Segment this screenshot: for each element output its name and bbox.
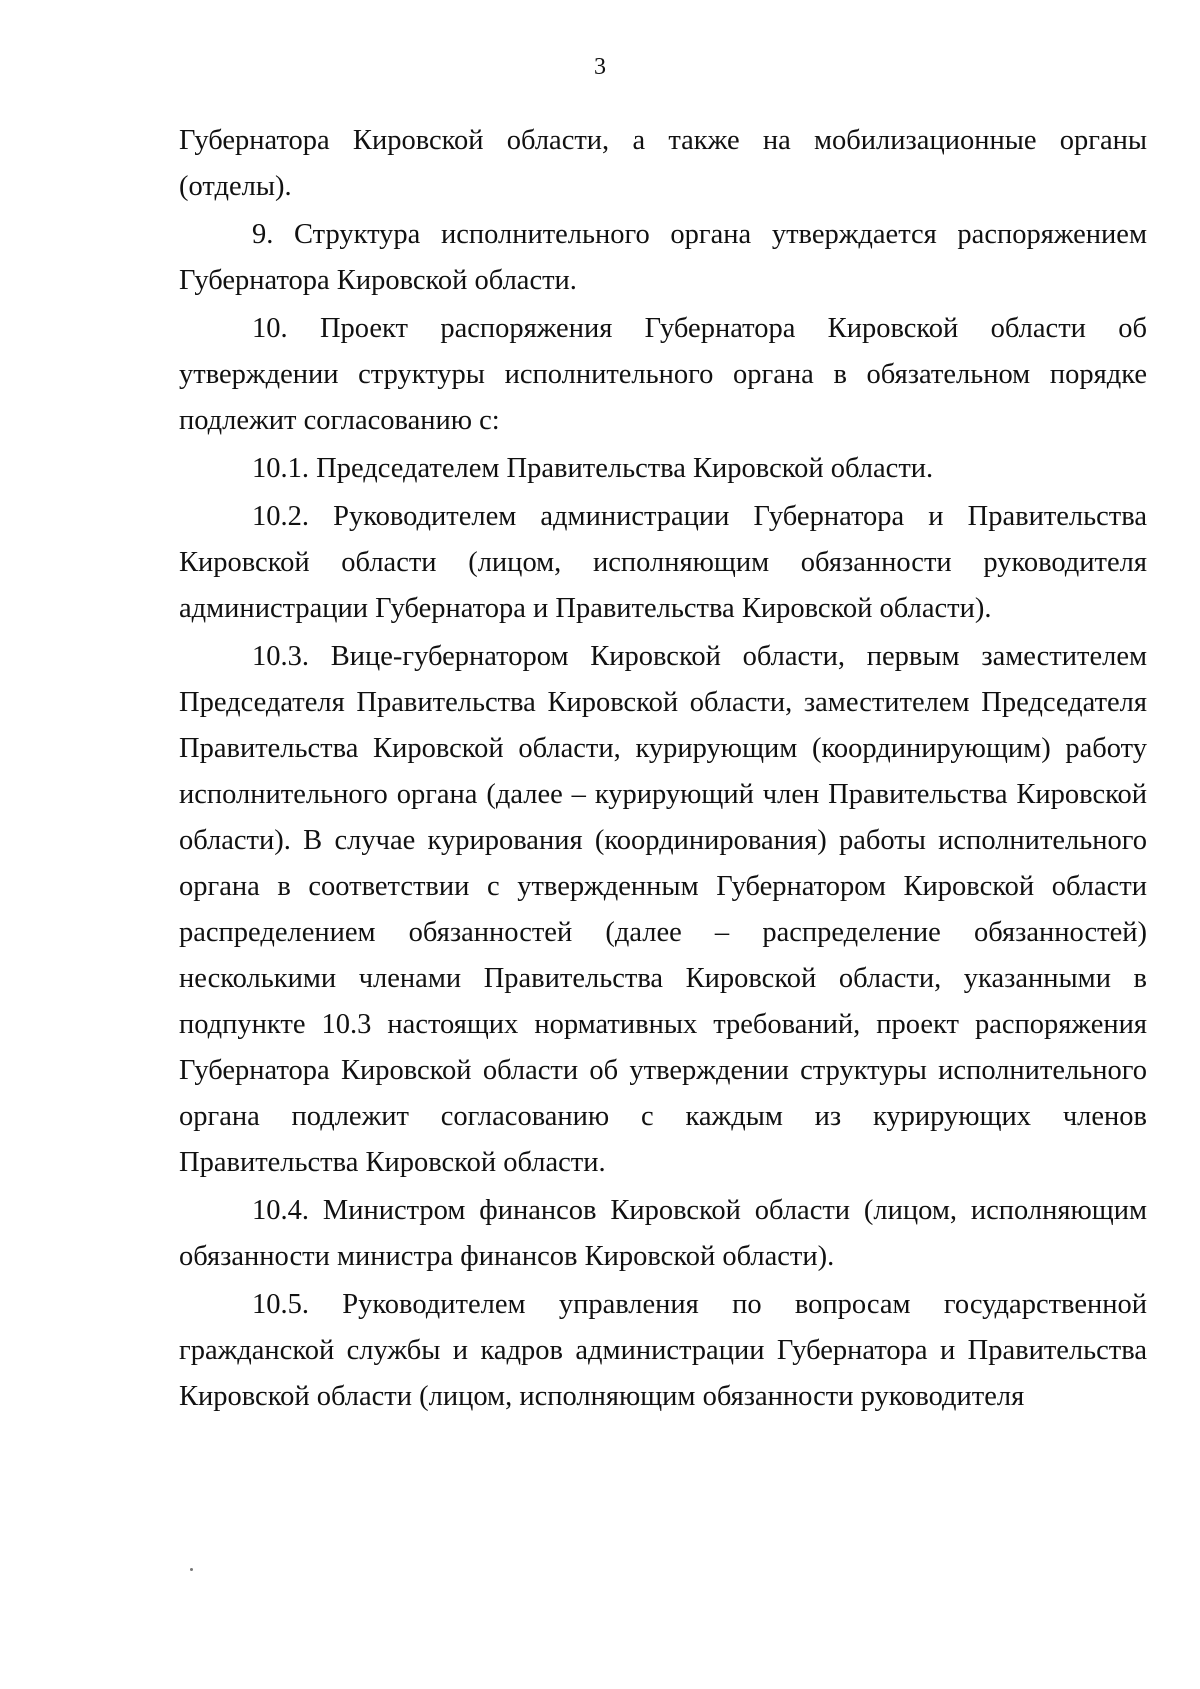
paragraph-item-9: 9. Структура исполнительного органа утверждается распоряжением Губернатора Кировской области. (179, 219, 1147, 296)
page-number: 3 (594, 54, 606, 80)
paragraph-item-10-5: 10.5. Руководителем управления по вопросам государственной гражданской службы и кадров администрации Губернатора и Правительства Кировской области (лицом, исполняющим обязанности руководителя (179, 1289, 1147, 1412)
scan-speck (190, 1568, 193, 1571)
paragraph-item-10-4: 10.4. Министром финансов Кировской области (лицом, исполняющим обязанности министра финансов Кировской области). (179, 1195, 1147, 1272)
paragraph-item-10-2: 10.2. Руководителем администрации Губернатора и Правительства Кировской области (лицом, исполняющим обязанности руководителя администрации Губернатора и Правительства Кировской области). (179, 501, 1147, 624)
paragraph-intro-continuation: Губернатора Кировской области, а также на мобилизационные органы (отделы). (179, 125, 1147, 202)
paragraph-item-10: 10. Проект распоряжения Губернатора Кировской области об утверждении структуры исполнительного органа в обязательном порядке подлежит согласованию с: (179, 313, 1147, 436)
paragraph-item-10-3: 10.3. Вице-губернатором Кировской области, первым заместителем Председателя Правительства Кировской области, заместителем Председателя Правительства Кировской области, курирующим (координирующим) работу исполнительного органа (далее – курирующий член Правительства Кировской области). В случае курирования (координирования) работы исполнительного органа в соответствии с утвержденным Губернатором Кировской области распределением обязанностей (далее – распределение обязанностей) несколькими членами Правительства Кировской области, указанными в подпункте 10.3 настоящих нормативных требований, проект распоряжения Губернатора Кировской области об утверждении структуры исполнительного органа подлежит согласованию с каждым из курирующих членов Правительства Кировской области. (179, 641, 1147, 1178)
paragraph-item-10-1: 10.1. Председателем Правительства Кировской области. (252, 453, 934, 484)
document-body (179, 118, 1147, 1420)
